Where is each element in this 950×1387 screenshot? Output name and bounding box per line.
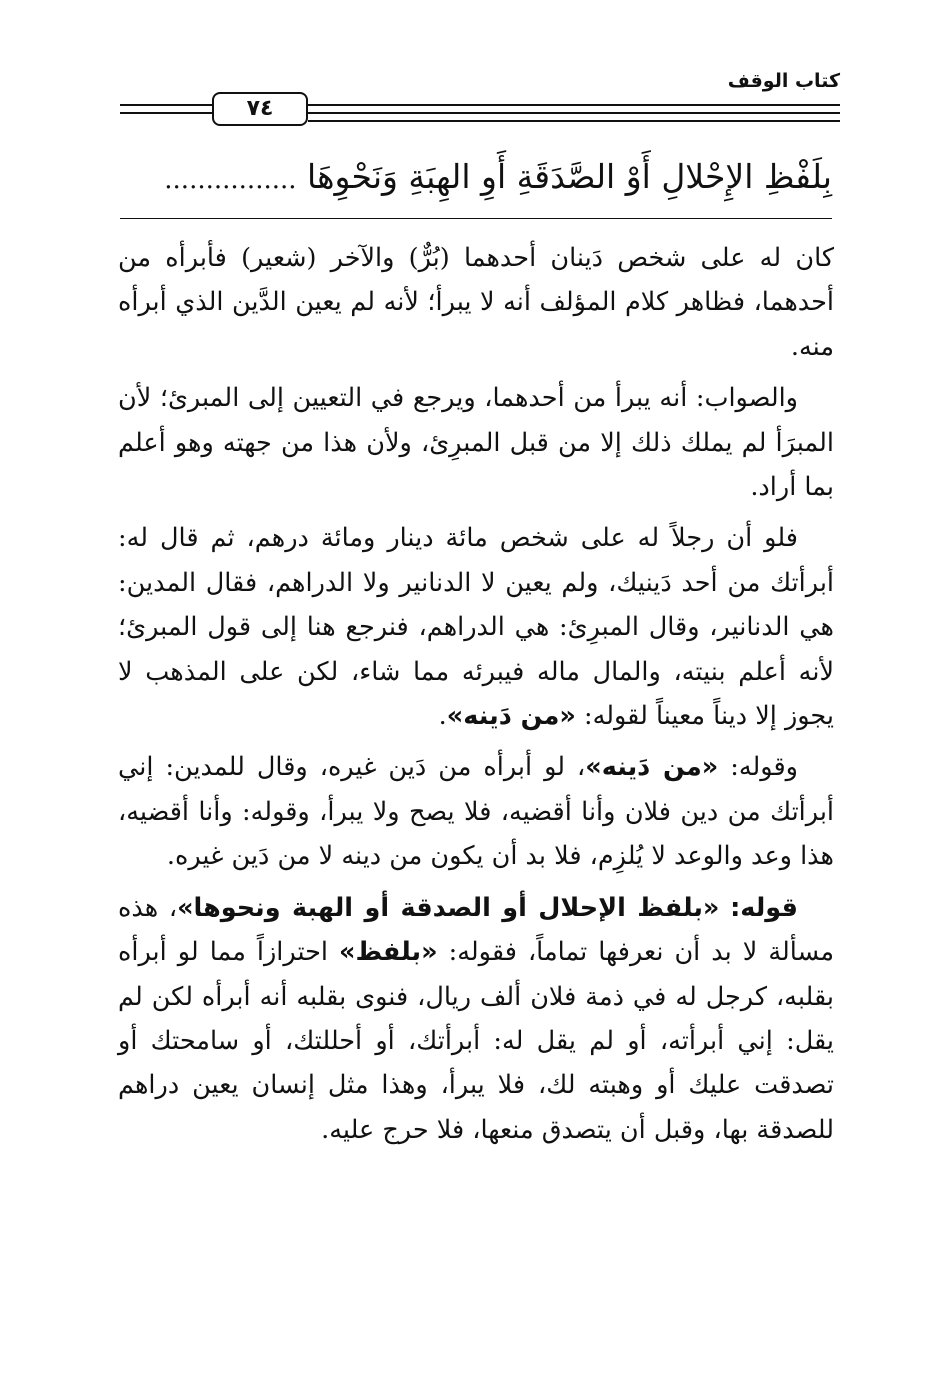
paragraph-3-quote: «من دَينه» <box>446 701 576 732</box>
page-number: ٧٤ <box>212 92 308 126</box>
paragraph-5-quote2: «بلفظ» <box>339 937 438 968</box>
paragraph-2-text: والصواب: أنه يبرأ من أحدهما، ويرجع في التعيين إلى المبرئ؛ لأن المبرَأ لم يملك ذلك إلا من قبل المبرِئ، ولأن هذا من جهته وهو أعلم بما أراد. <box>118 383 834 503</box>
paragraph-1-text: كان له على شخص دَينان أحدهما (بُرٌّ) والآخر (شعير) فأبرأه من أحدهما، فظاهر كلام المؤلف أنه لا يبرأ؛ لأنه لم يعين الدَّين الذي أبرأه منه. <box>118 243 834 362</box>
paragraph-2 <box>118 376 834 509</box>
matn-heading-dots: ................ <box>164 165 297 195</box>
header-rule-left-top <box>120 104 212 106</box>
paragraph-4-pre: وقوله: <box>718 752 798 783</box>
paragraph-4-quote: «من دَينه» <box>585 752 719 783</box>
paragraph-5-quote: «بلفظ الإحلال أو الصدقة أو الهبة ونحوها» <box>177 892 720 923</box>
paragraph-4-text: ، لو أبرأه من دَين غيره، وقال للمدين: إني أبرأتك من دين فلان وأنا أقضيه، فلا يصح ولا يبرأ، وقوله: وأنا أقضيه، هذا وعد والوعد لا يُلزِم، فلا بد أن يكون من دينه لا من دَين غيره. <box>118 752 834 872</box>
matn-heading <box>120 152 832 202</box>
heading-divider <box>120 218 832 219</box>
header-rule-right-top <box>308 104 840 106</box>
paragraph-5-text2: احترازاً مما لو أبرأه بقلبه، كرجل له في ذمة فلان ألف ريال، فنوى بقلبه أنه أبرأه لكن لم يقل: إني أبرأته، أو لم يقل له: أبرأتك، أو أحللتك، أو سامحتك أو تصدقت عليك أو وهبته لك، فلا يبرأ، وهذا مثل إنسان يعين دراهم للصدقة بها، وقبل أن يتصدق منعها، فلا حرج عليه. <box>118 937 834 1145</box>
paragraph-3 <box>118 516 834 738</box>
paragraph-5 <box>118 886 834 1152</box>
paragraph-4 <box>118 745 834 878</box>
matn-heading-text: بِلَفْظِ الإِحْلالِ أَوْ الصَّدَقَةِ أَوِ الهِبَةِ وَنَحْوِهَا <box>307 157 832 196</box>
header-rule-right-bottom <box>308 112 840 114</box>
paragraph-3-text: فلو أن رجلاً له على شخص مائة دينار ومائة درهم، ثم قال له: أبرأتك من أحد دَينيك، ولم يعين لا الدنانير ولا الدراهم، فقال المدين: هي الدنانير، وقال المبرِئ: هي الدراهم، فنرجع هنا إلى قول المبرئ؛ لأنه أعلم بنيته، والمال ماله فيبرئه مما شاء، لكن على المذهب لا يجوز إلا ديناً معيناً لقوله: <box>118 523 834 732</box>
book-title: كتاب الوقف <box>722 70 840 92</box>
paragraph-1 <box>118 236 834 369</box>
paragraph-3-end: . <box>438 701 447 732</box>
page-header <box>120 70 840 132</box>
paragraph-5-text1: ، هذه مسألة لا بد أن نعرفها تماماً، فقوله: <box>118 892 834 968</box>
paragraph-5-label: قوله: <box>730 892 798 923</box>
commentary-body <box>118 236 834 1159</box>
header-rule-left-bottom <box>120 112 212 114</box>
header-rule-right-third <box>308 120 840 122</box>
